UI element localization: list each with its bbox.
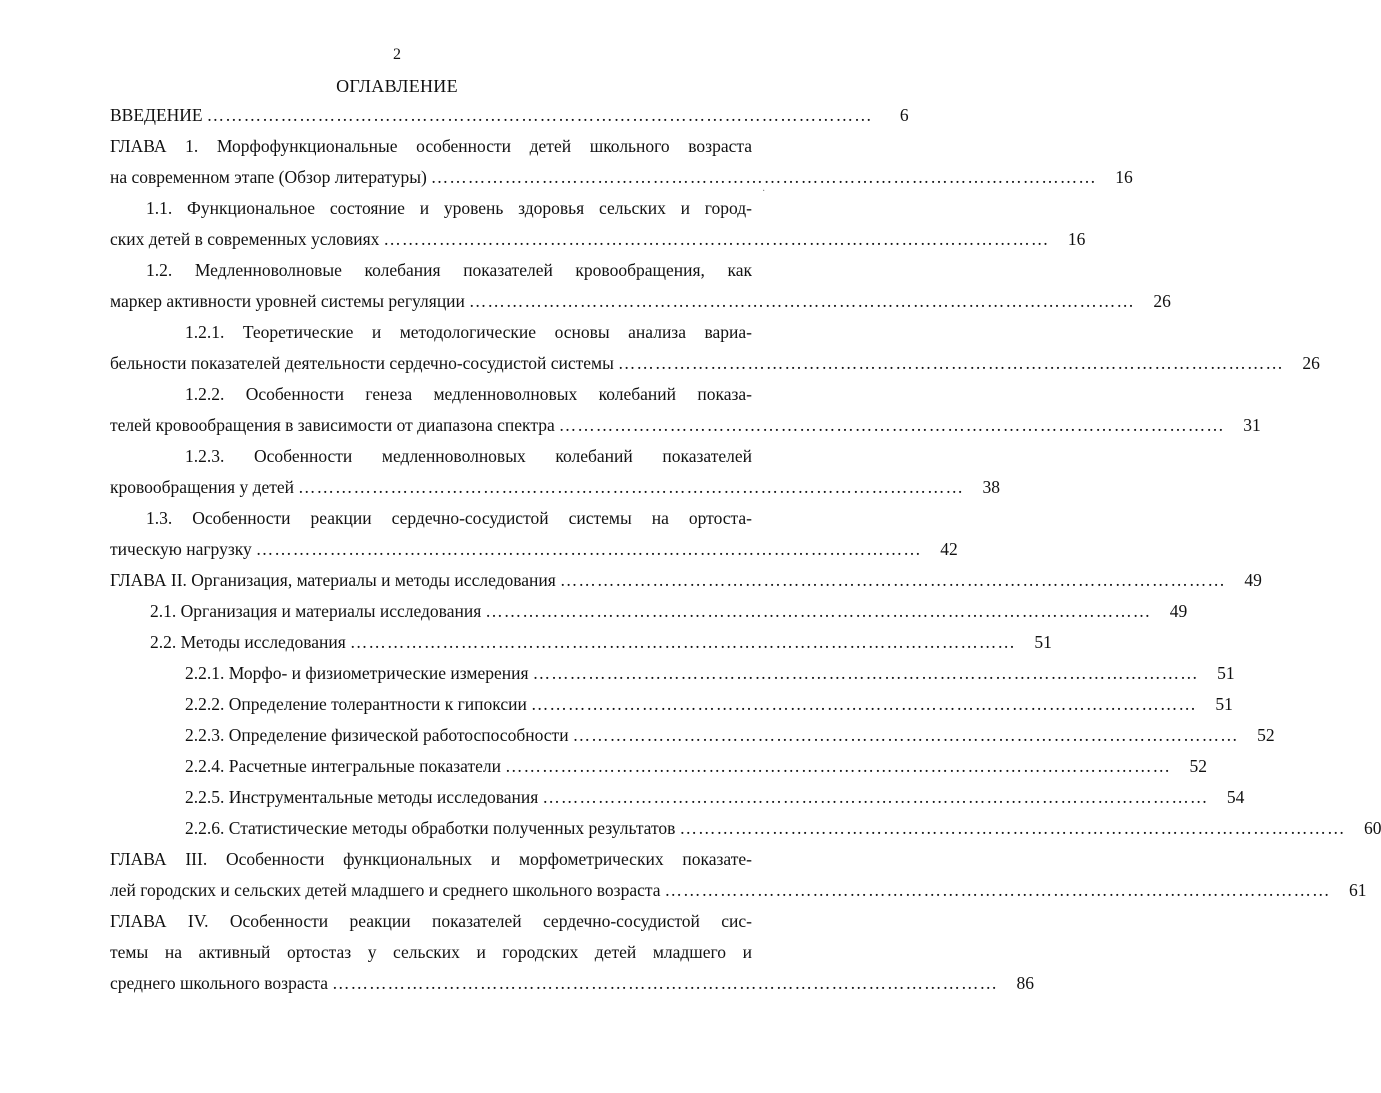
toc-line: 1.3. Особенности реакции сердечно-сосудистой системы на ортоста- bbox=[146, 508, 752, 528]
leader-dots: ……………………………………………………………………………………………… bbox=[558, 415, 1225, 435]
toc-line bbox=[110, 224, 1086, 255]
toc-entry-2-2-2[interactable] bbox=[110, 689, 1233, 720]
toc-line: 1.1. Функциональное состояние и уровень здоровья сельских и город- bbox=[146, 198, 752, 218]
toc-entry-text: 2.1. Организация и материалы исследования bbox=[150, 601, 482, 621]
toc-page-number: 42 bbox=[940, 539, 958, 559]
toc-entry-text: 2.2.4. Расчетные интегральные показатели bbox=[185, 756, 501, 776]
leader-dots: ……………………………………………………………………………………………… bbox=[349, 632, 1016, 652]
toc-line bbox=[110, 410, 1261, 441]
leader-dots: ……………………………………………………………………………………………… bbox=[331, 973, 998, 993]
toc-line bbox=[110, 565, 1262, 596]
toc-line bbox=[110, 534, 958, 565]
leader-dots: ……………………………………………………………………………………………… bbox=[298, 477, 965, 497]
toc-page-number: 51 bbox=[1034, 632, 1052, 652]
edge-mark: · bbox=[762, 186, 766, 197]
toc-line: ГЛАВА III. Особенности функциональных и морфометрических показате- bbox=[110, 849, 752, 869]
leader-dots: ……………………………………………………………………………………………… bbox=[559, 570, 1226, 590]
toc-line bbox=[110, 720, 1275, 751]
toc-entry-2-2-4[interactable] bbox=[110, 751, 1207, 782]
toc-line bbox=[110, 875, 1367, 906]
leader-dots: ……………………………………………………………………………………………… bbox=[485, 601, 1152, 621]
leader-dots: ……………………………………………………………………………………………… bbox=[572, 725, 1239, 745]
toc-entry-text: на современном этапе (Обзор литературы) bbox=[110, 167, 427, 187]
toc-page-number: 51 bbox=[1215, 694, 1233, 714]
page-number: 2 bbox=[393, 46, 401, 63]
leader-dots: ……………………………………………………………………………………………… bbox=[504, 756, 1171, 776]
leader-dots: ……………………………………………………………………………………………… bbox=[206, 105, 873, 125]
toc-entry-chapter-3[interactable] bbox=[110, 844, 1367, 906]
toc-line bbox=[110, 689, 1233, 720]
page-title: ОГЛАВЛЕНИЕ bbox=[336, 76, 458, 96]
toc-entry-1-2[interactable] bbox=[110, 255, 1171, 317]
leader-dots: ……………………………………………………………………………………………… bbox=[664, 880, 1331, 900]
toc-page-number: 31 bbox=[1243, 415, 1261, 435]
toc-line bbox=[110, 782, 1245, 813]
toc-entry-text: бельности показателей деятельности сердечно-сосудистой системы bbox=[110, 353, 614, 373]
toc-entry-2-2[interactable] bbox=[110, 627, 1052, 658]
toc-entry-text: тическую нагрузку bbox=[110, 539, 252, 559]
toc-page-number: 26 bbox=[1153, 291, 1171, 311]
toc-page-number: 49 bbox=[1244, 570, 1262, 590]
toc-line bbox=[110, 596, 1188, 627]
leader-dots: ……………………………………………………………………………………………… bbox=[532, 663, 1199, 683]
toc-page-number: 49 bbox=[1169, 601, 1188, 621]
toc-entry-2-2-6[interactable] bbox=[110, 813, 1381, 844]
toc-entry-text: кровообращения у детей bbox=[110, 477, 295, 497]
toc-line: 1.2. Медленноволновые колебания показателей кровообращения, как bbox=[146, 260, 752, 280]
leader-dots: ……………………………………………………………………………………………… bbox=[530, 694, 1197, 714]
toc-entry-chapter-2[interactable] bbox=[110, 565, 1262, 596]
leader-dots: ……………………………………………………………………………………………… bbox=[679, 818, 1346, 838]
toc-page-number: 52 bbox=[1257, 725, 1275, 745]
toc-line bbox=[110, 968, 1034, 999]
leader-dots: ……………………………………………………………………………………………… bbox=[383, 229, 1050, 249]
toc-entry-text: 2.2.3. Определение физической работоспособности bbox=[185, 725, 569, 745]
toc-line: ГЛАВА IV. Особенности реакции показателей сердечно-сосудистой сис- bbox=[110, 911, 752, 931]
toc-page-number: 86 bbox=[1016, 973, 1034, 993]
toc-entry-2-2-5[interactable] bbox=[110, 782, 1245, 813]
toc-entry-text: телей кровообращения в зависимости от диапазона спектра bbox=[110, 415, 555, 435]
toc-entry-1-2-1[interactable] bbox=[110, 317, 1320, 379]
toc-entry-1-3[interactable] bbox=[110, 503, 958, 565]
toc-line: темы на активный ортостаз у сельских и городских детей младшего и bbox=[110, 942, 752, 962]
toc-entry-text: 2.2. Методы исследования bbox=[150, 632, 346, 652]
toc-page-number: 52 bbox=[1189, 756, 1207, 776]
toc-page-number: 16 bbox=[1115, 167, 1133, 187]
leader-dots: ……………………………………………………………………………………………… bbox=[430, 167, 1097, 187]
toc-page-number: 6 bbox=[899, 105, 909, 125]
toc-entry-text: ВВЕДЕНИЕ bbox=[110, 105, 203, 125]
toc-entry-2-2-1[interactable] bbox=[110, 658, 1235, 689]
toc-line: ГЛАВА 1. Морфофункциональные особенности детей школьного возраста bbox=[110, 136, 752, 156]
toc-page-number: 16 bbox=[1067, 229, 1086, 249]
toc-line: 1.2.1. Теоретические и методологические основы анализа вариа- bbox=[185, 322, 752, 342]
toc-entry-1-2-3[interactable] bbox=[110, 441, 1001, 503]
toc-entry-text: среднего школьного возраста bbox=[110, 973, 328, 993]
toc-line bbox=[110, 162, 1133, 193]
toc-line bbox=[110, 100, 909, 131]
toc-entry-chapter-4[interactable] bbox=[110, 906, 1034, 999]
toc-line bbox=[110, 286, 1171, 317]
toc-entry-2-2-3[interactable] bbox=[110, 720, 1275, 751]
toc-page-number: 54 bbox=[1226, 787, 1245, 807]
toc-line bbox=[110, 627, 1052, 658]
toc-entry-text: 2.2.6. Статистические методы обработки полученных результатов bbox=[185, 818, 676, 838]
toc-entry-text: 2.2.2. Определение толерантности к гипоксии bbox=[185, 694, 527, 714]
toc-page-number: 26 bbox=[1302, 353, 1320, 373]
leader-dots: ……………………………………………………………………………………………… bbox=[617, 353, 1284, 373]
toc-line bbox=[110, 813, 1381, 844]
toc-line bbox=[110, 472, 1001, 503]
toc-entry-text: ГЛАВА II. Организация, материалы и методы исследования bbox=[110, 570, 556, 590]
toc-entry-text: маркер активности уровней системы регуляции bbox=[110, 291, 465, 311]
leader-dots: ……………………………………………………………………………………………… bbox=[542, 787, 1209, 807]
toc-entry-text: 2.2.1. Морфо- и физиометрические измерения bbox=[185, 663, 529, 683]
toc-line: 1.2.3. Особенности медленноволновых колебаний показателей bbox=[185, 446, 752, 466]
toc-page-number: 38 bbox=[982, 477, 1001, 497]
table-of-contents bbox=[110, 100, 1381, 999]
toc-entry-1-2-2[interactable] bbox=[110, 379, 1261, 441]
toc-line: 1.2.2. Особенности генеза медленноволновых колебаний показа- bbox=[185, 384, 752, 404]
toc-line bbox=[110, 751, 1207, 782]
toc-line bbox=[110, 658, 1235, 689]
toc-entry-introduction[interactable] bbox=[110, 100, 909, 131]
toc-page-number: 51 bbox=[1217, 663, 1235, 683]
toc-entry-1-1[interactable] bbox=[110, 193, 1086, 255]
leader-dots: ……………………………………………………………………………………………… bbox=[255, 539, 922, 559]
toc-entry-2-1[interactable] bbox=[110, 596, 1188, 627]
toc-entry-text: лей городских и сельских детей младшего и среднего школьного возраста bbox=[110, 880, 661, 900]
toc-entry-text: 2.2.5. Инструментальные методы исследования bbox=[185, 787, 539, 807]
toc-page-number: 61 bbox=[1349, 880, 1367, 900]
toc-entry-text: ских детей в современных условиях bbox=[110, 229, 380, 249]
toc-line bbox=[110, 348, 1320, 379]
toc-entry-chapter-1[interactable] bbox=[110, 131, 1133, 193]
leader-dots: ……………………………………………………………………………………………… bbox=[468, 291, 1135, 311]
toc-page-number: 60 bbox=[1363, 818, 1381, 838]
